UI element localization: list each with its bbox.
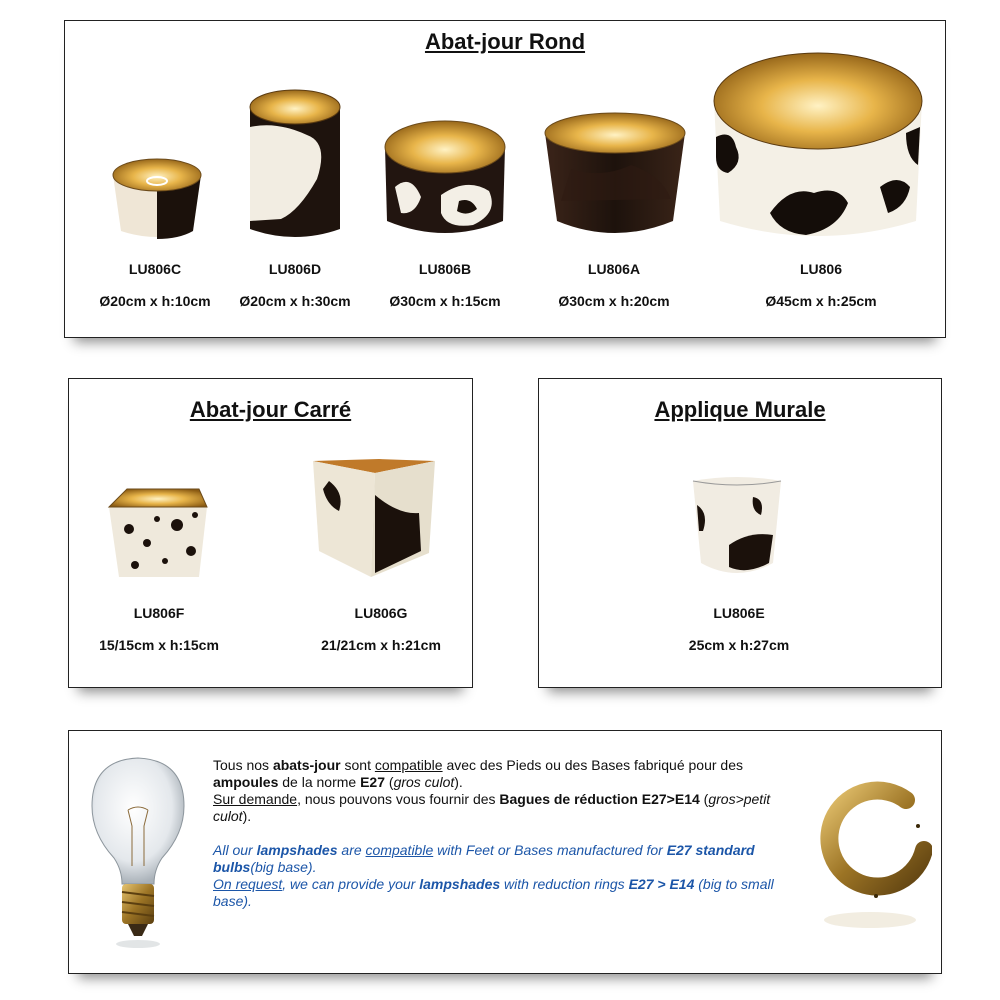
text-bold: lampshades: [419, 876, 501, 892]
text-span: (big to small base).: [213, 876, 774, 909]
product-lu806b: [373, 261, 517, 309]
lampshade-lu806a-image: [541, 109, 689, 241]
product-lu806g: [301, 605, 461, 653]
product-lu806: [741, 261, 901, 309]
text-bold: abats-jour: [272, 757, 341, 773]
product-lu806e: [659, 605, 819, 653]
text-span: sont: [340, 757, 375, 773]
product-code: LU806D: [268, 261, 322, 277]
lampshade-lu806d-image: [247, 87, 343, 243]
product-dimensions: Ø30cm x h:15cm: [389, 293, 501, 309]
text-span: , nous pouvons vous fournir des: [297, 791, 500, 807]
english-paragraph-2: [213, 876, 803, 910]
product-dimensions: 21/21cm x h:21cm: [321, 637, 441, 653]
text-underlined: compatible: [374, 757, 443, 773]
product-dimensions: 15/15cm x h:15cm: [99, 637, 219, 653]
round-section-title: Abat-jour Rond: [424, 29, 586, 54]
product-lu806f: [79, 605, 239, 653]
product-dimensions: 25cm x h:27cm: [688, 637, 790, 653]
text-span: All our: [213, 842, 257, 858]
product-lu806c: [85, 261, 225, 309]
product-code: LU806A: [587, 261, 641, 277]
text-span: with Feet or Bases manufactured for: [433, 842, 667, 858]
product-lu806a: [539, 261, 689, 309]
text-bold: E27 standard bulbs: [213, 842, 755, 875]
lampshade-lu806b-image: [381, 117, 509, 241]
product-dimensions: Ø45cm x h:25cm: [765, 293, 877, 309]
text-span: ).: [242, 808, 252, 824]
text-underlined: On request: [213, 876, 283, 892]
text-italic: gros>petit culot: [213, 791, 771, 824]
text-span: are: [337, 842, 366, 858]
round-lampshades-panel: [64, 20, 946, 338]
french-paragraph-2: [213, 791, 803, 825]
text-underlined: Sur demande: [213, 791, 298, 807]
text-span: , we can provide your: [282, 876, 420, 892]
product-dimensions: Ø20cm x h:30cm: [239, 293, 351, 309]
text-bold: lampshades: [256, 842, 338, 858]
lampshade-lu806f-image: [107, 485, 209, 579]
text-span: (: [385, 774, 394, 790]
product-code: LU806B: [418, 261, 472, 277]
text-span: with reduction rings: [500, 876, 629, 892]
product-dimensions: Ø20cm x h:10cm: [99, 293, 211, 309]
product-code: LU806F: [133, 605, 185, 621]
text-bold: E27: [360, 774, 385, 790]
text-span: ).: [454, 774, 463, 790]
product-code: LU806E: [713, 605, 765, 621]
text-bold: E27 > E14: [628, 876, 695, 892]
lampshade-lu806e-image: [689, 475, 785, 579]
product-lu806d: [225, 261, 365, 309]
product-code: LU806G: [354, 605, 408, 621]
text-span: (big base).: [250, 859, 317, 875]
lampshade-lu806g-image: [309, 455, 439, 579]
text-bold: ampoules: [213, 774, 279, 790]
square-section-title: Abat-jour Carré: [189, 397, 352, 422]
wall-section-title: Applique Murale: [654, 397, 826, 422]
text-span: de la norme: [278, 774, 361, 790]
reduction-ring-image: [806, 770, 932, 940]
english-paragraph-1: [213, 842, 803, 876]
lampshade-lu806-image: [710, 37, 926, 241]
text-underlined: compatible: [365, 842, 434, 858]
text-italic: gros culot: [393, 774, 455, 790]
lampshade-lu806c-image: [109, 155, 205, 241]
wall-sconce-panel: [538, 378, 942, 688]
product-code: LU806C: [128, 261, 182, 277]
product-code: LU806: [799, 261, 843, 277]
text-span: avec des Pieds ou des Bases fabriqué pour des: [442, 757, 743, 773]
light-bulb-image: [88, 754, 188, 954]
square-lampshades-panel: [68, 378, 473, 688]
product-dimensions: Ø30cm x h:20cm: [558, 293, 670, 309]
french-paragraph-1: [213, 757, 803, 791]
text-span: Tous nos: [213, 757, 273, 773]
text-span: (: [699, 791, 709, 807]
text-bold: Bagues de réduction E27>E14: [499, 791, 700, 807]
compatibility-text: [213, 757, 803, 910]
